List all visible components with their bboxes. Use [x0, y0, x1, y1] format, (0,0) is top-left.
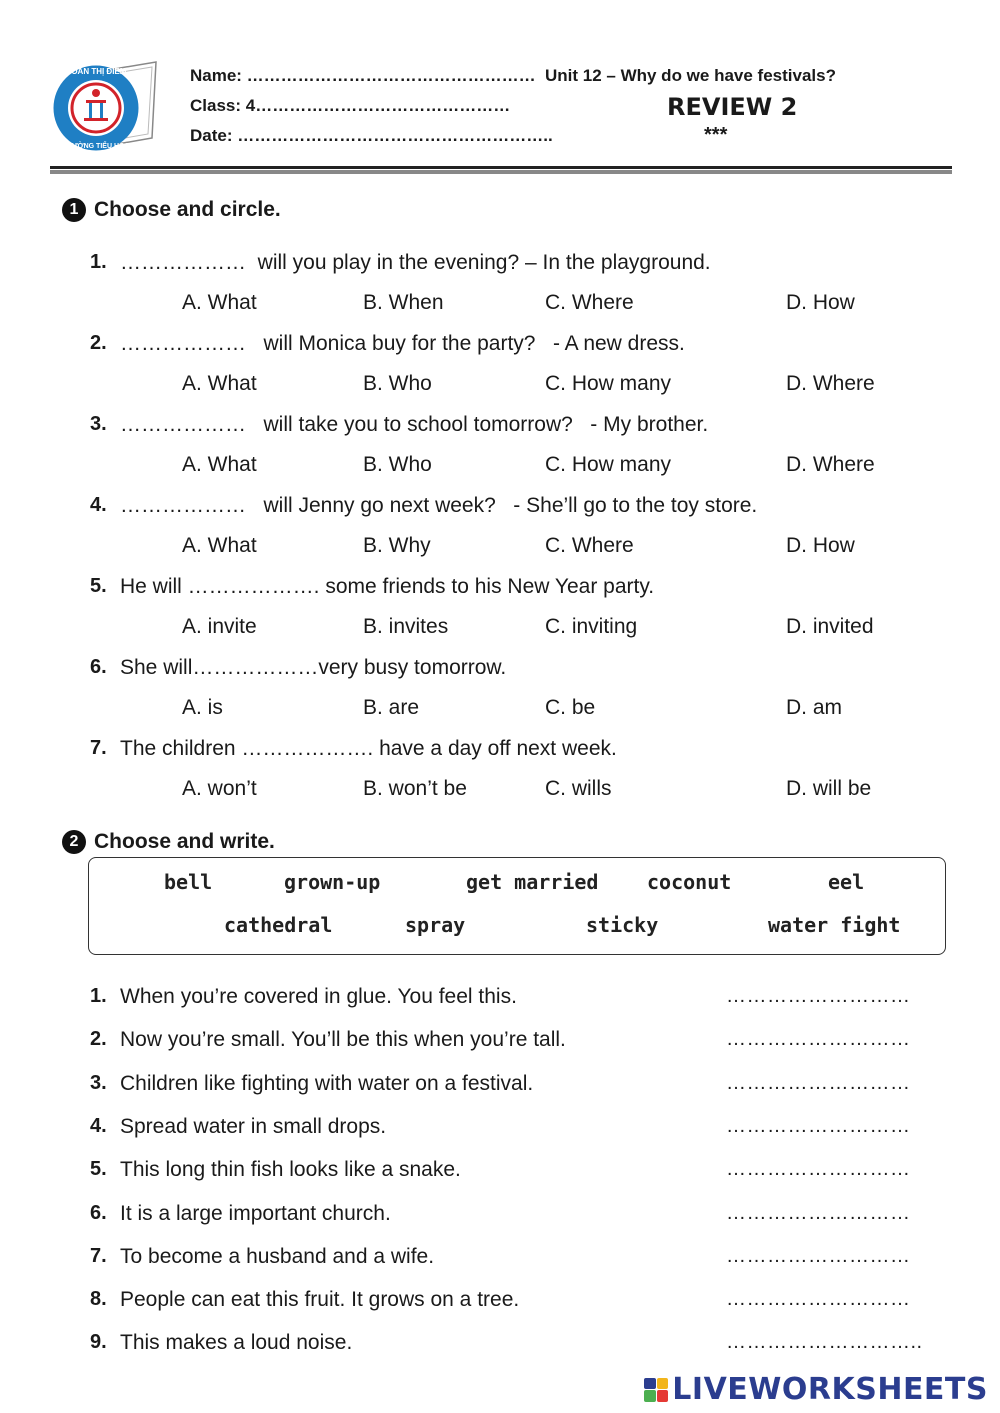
section1-title-text: Choose and circle.: [94, 198, 281, 221]
question-text: ……………… will you play in the evening? – In the playground.: [120, 251, 711, 274]
question-number: 8.: [90, 1288, 107, 1311]
question-text: Now you’re small. You’ll be this when you’re tall.: [120, 1028, 566, 1052]
answer-option[interactable]: C. Where: [545, 291, 634, 314]
header-divider: [50, 166, 952, 169]
answer-option[interactable]: C. Where: [545, 534, 634, 557]
answer-blank[interactable]: ………………………: [726, 1158, 911, 1181]
section2-number-badge: 2: [62, 830, 86, 854]
answer-option[interactable]: A. invite: [182, 615, 257, 638]
question-text: People can eat this fruit. It grows on a tree.: [120, 1288, 520, 1312]
answer-blank[interactable]: ………………………: [726, 1071, 911, 1094]
question-text: ……………… will Jenny go next week? - She’ll go to the toy store.: [120, 494, 758, 517]
question-number: 4.: [90, 494, 107, 516]
answer-option[interactable]: B. Who: [363, 453, 432, 476]
answer-option[interactable]: D. Where: [786, 372, 875, 395]
answer-option[interactable]: A. What: [182, 453, 257, 476]
answer-option[interactable]: B. When: [363, 291, 444, 314]
question-number: 1.: [90, 985, 107, 1007]
answer-option[interactable]: C. How many: [545, 453, 672, 476]
logo-text-top: ĐOÀN THỊ ĐIỂM: [65, 67, 127, 76]
answer-option[interactable]: D. am: [786, 696, 843, 719]
word-bank-item: bell: [164, 870, 213, 894]
answer-option[interactable]: A. won’t: [182, 777, 257, 800]
question-text: Children like fighting with water on a festival.: [120, 1071, 534, 1095]
question-number: 4.: [90, 1114, 107, 1137]
question-number: 3.: [90, 1071, 107, 1094]
answer-option[interactable]: D. Where: [786, 453, 875, 476]
date-field[interactable]: Date: ………………………………………………..: [190, 126, 553, 145]
question-number: 1.: [90, 251, 107, 273]
answer-blank[interactable]: ………………………..: [726, 1331, 923, 1354]
question-number: 2.: [90, 332, 107, 354]
word-bank-item: cathedral: [224, 913, 333, 937]
footer-brand-text: LIVEWORKSHEETS: [672, 1372, 988, 1407]
section1-number-badge: 1: [62, 198, 86, 222]
school-logo: [48, 58, 160, 158]
question-number: 7.: [90, 1244, 107, 1267]
question-text: To become a husband and a wife.: [120, 1244, 435, 1268]
answer-option[interactable]: B. Why: [363, 534, 431, 557]
answer-blank[interactable]: ………………………: [726, 1201, 911, 1224]
answer-blank[interactable]: ………………………: [726, 1028, 911, 1051]
logo-text-bottom: TRƯỜNG TIỂU HỌC: [62, 143, 130, 150]
answer-option[interactable]: A. What: [182, 372, 257, 395]
stars-decoration: ***: [704, 124, 728, 146]
question-text: He will ………………. some friends to his New Year party.: [120, 575, 655, 598]
word-bank-item: water fight: [768, 913, 901, 937]
question-text: ……………… will Monica buy for the party? - A new dress.: [120, 332, 685, 355]
name-field[interactable]: Name: ……………………………………………: [190, 66, 536, 85]
answer-option[interactable]: C. inviting: [545, 615, 638, 638]
word-bank-item: spray: [405, 913, 466, 937]
question-number: 6.: [90, 1201, 107, 1224]
unit-title: Unit 12 – Why do we have festivals?: [545, 66, 836, 85]
question-number: 5.: [90, 1158, 107, 1181]
question-text: This makes a loud noise.: [120, 1331, 353, 1355]
question-text: Spread water in small drops.: [120, 1114, 387, 1138]
review-title: REVIEW 2: [667, 93, 798, 121]
word-bank-item: sticky: [586, 913, 659, 937]
answer-option[interactable]: C. How many: [545, 372, 672, 395]
question-text: ……………… will take you to school tomorrow? - My brother.: [120, 413, 709, 436]
answer-option[interactable]: B. won’t be: [363, 777, 467, 800]
answer-option[interactable]: A. What: [182, 534, 257, 557]
word-bank-item: coconut: [647, 870, 732, 894]
answer-blank[interactable]: ………………………: [726, 985, 911, 1007]
answer-option[interactable]: B. Who: [363, 372, 432, 395]
footer-brand: [644, 1372, 988, 1407]
section1-title: [62, 198, 281, 222]
question-text: She will………………very busy tomorrow.: [120, 656, 507, 679]
question-number: 7.: [90, 737, 107, 759]
answer-option[interactable]: B. are: [363, 696, 420, 719]
question-number: 9.: [90, 1331, 107, 1354]
answer-blank[interactable]: ………………………: [726, 1244, 911, 1267]
question-number: 6.: [90, 656, 107, 678]
class-field[interactable]: Class: 4………………………………………: [190, 96, 511, 115]
answer-option[interactable]: D. will be: [786, 777, 872, 800]
answer-option[interactable]: B. invites: [363, 615, 449, 638]
word-bank-item: grown-up: [284, 870, 381, 894]
word-bank-item: eel: [828, 870, 865, 894]
answer-option[interactable]: D. invited: [786, 615, 874, 638]
section2-title: [62, 830, 275, 854]
question-text: This long thin fish looks like a snake.: [120, 1158, 461, 1182]
answer-blank[interactable]: ………………………: [726, 1114, 911, 1137]
answer-option[interactable]: A. is: [182, 696, 223, 719]
answer-blank[interactable]: ………………………: [726, 1288, 911, 1311]
header-divider-shadow: [50, 170, 952, 174]
answer-option[interactable]: C. be: [545, 696, 596, 719]
answer-option[interactable]: C. wills: [545, 777, 612, 800]
answer-option[interactable]: A. What: [182, 291, 257, 314]
question-number: 5.: [90, 575, 107, 597]
question-text: It is a large important church.: [120, 1201, 391, 1225]
question-number: 3.: [90, 413, 107, 435]
liveworksheets-logo-icon: [644, 1378, 668, 1402]
answer-option[interactable]: D. How: [786, 291, 855, 314]
word-bank-item: get married: [466, 870, 599, 894]
question-text: The children ………………. have a day off next week.: [120, 737, 617, 760]
section2-title-text: Choose and write.: [94, 830, 275, 853]
question-number: 2.: [90, 1028, 107, 1051]
question-text: When you’re covered in glue. You feel this.: [120, 985, 517, 1008]
answer-option[interactable]: D. How: [786, 534, 855, 557]
